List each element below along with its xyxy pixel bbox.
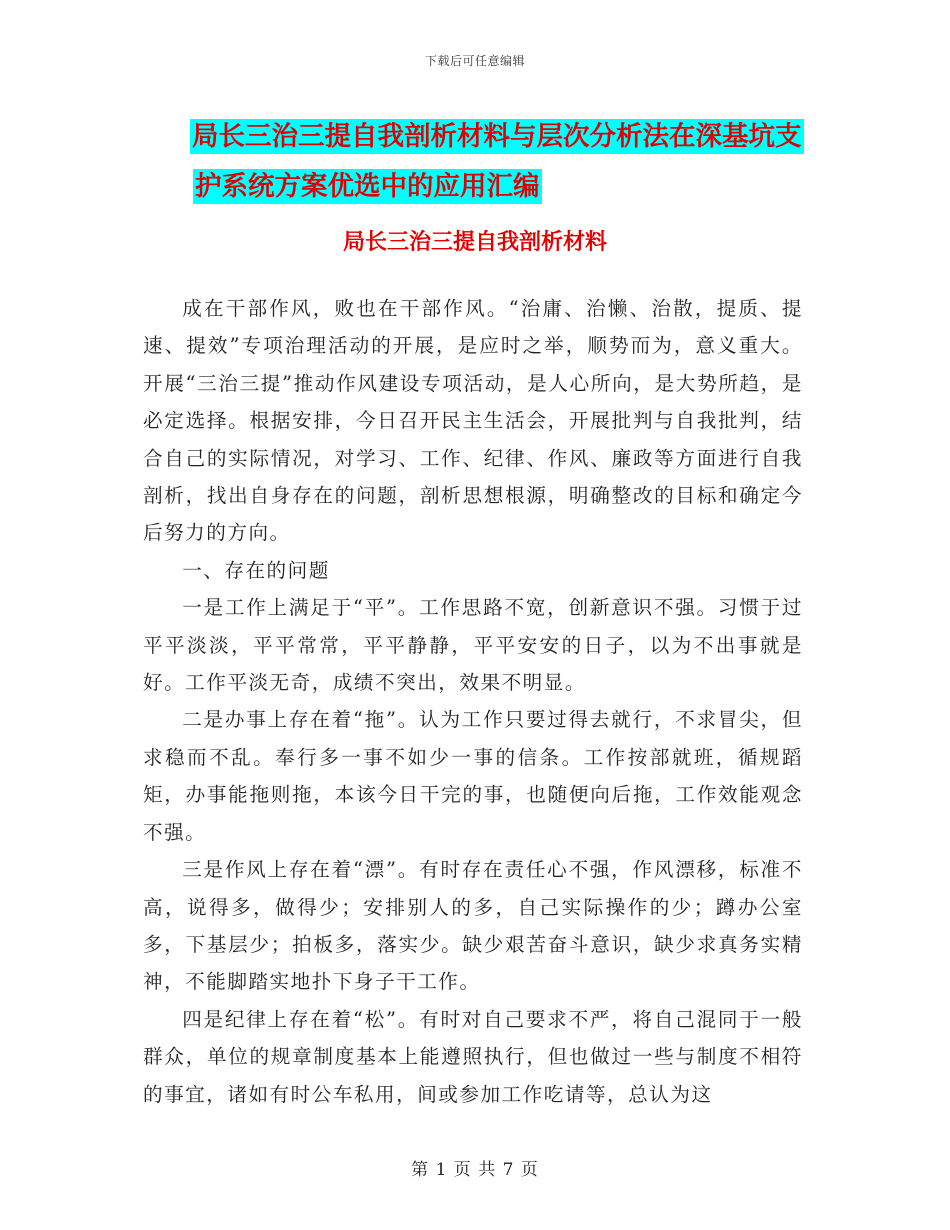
title-line-2: 护系统方案优选中的应用汇编 bbox=[195, 171, 540, 202]
paragraph-problem-4: 四是纪律上存在着“松”。有时对自己要求不严，将自己混同于一般群众，单位的规章制度基本上能遵照执行，但也做过一些与制度不相符的事宜，诸如有时公车私用，间或参加工作吃请等，总认为这 bbox=[143, 1007, 803, 1106]
paragraph-heading-problems: 一、存在的问题 bbox=[182, 558, 330, 582]
title-line-1: 局长三治三提自我剖析材料与层次分析法在深基坑支 bbox=[192, 121, 802, 152]
paragraph-problem-1: 一是工作上满足于“平”。工作思路不宽，创新意识不强。习惯于过平平淡淡，平平常常，平平静静，平平安安的日子，以为不出事就是好。工作平淡无奇，成绩不突出，效果不明显。 bbox=[143, 596, 803, 695]
paragraph-intro: 成在干部作风，败也在干部作风。“治庸、治懒、治散，提质、提速、提效”专项治理活动的开展，是应时之举，顺势而为，意义重大。开展“三治三提”推动作风建设专项活动，是人心所向，是大势所趋，是必定选择。根据安排，今日召开民主生活会，开展批判与自我批判，结合自己的实际情况，对学习、工作、纪律、作风、廉政等方面进行自我剖析，找出自身存在的问题，剖析思想根源，明确整改的目标和确定今后努力的方向。 bbox=[143, 297, 803, 545]
paragraph-problem-2: 二是办事上存在着“拖”。认为工作只要过得去就行，不求冒尖，但求稳而不乱。奉行多一事不如少一事的信条。工作按部就班，循规蹈矩，办事能拖则拖，本该今日干完的事，也随便向后拖，工作效能观念不强。 bbox=[143, 708, 803, 844]
document-body bbox=[143, 290, 803, 1113]
section-title: 局长三治三提自我剖析材料 bbox=[342, 230, 607, 255]
header-note: 下载后可任意编辑 bbox=[424, 54, 525, 68]
page-number: 第 1 页 共 7 页 bbox=[411, 1160, 539, 1180]
paragraph-problem-3: 三是作风上存在着“漂”。有时存在责任心不强，作风漂移，标准不高，说得多，做得少；安排别人的多，自己实际操作的少；蹲办公室多，下基层少；拍板多，落实少。缺少艰苦奋斗意识，缺少求真务实精神，不能脚踏实地扑下身子干工作。 bbox=[143, 858, 803, 994]
document-title bbox=[190, 112, 810, 212]
